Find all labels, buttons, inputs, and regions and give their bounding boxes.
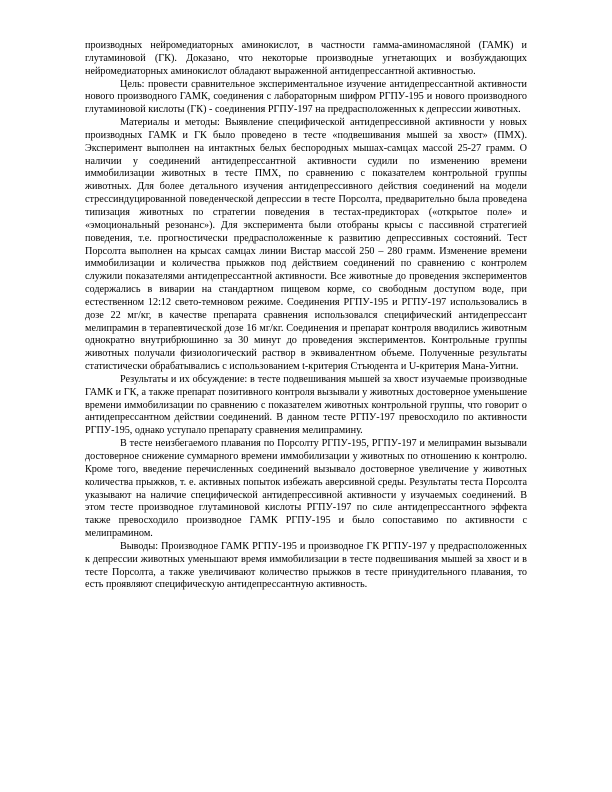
paragraph-intro-continuation: производных нейромедиаторных аминокислот, в частности гамма-аминомасляной (ГАМК) и глутаминовой (ГК). Доказано, что некоторые производные угнетающих и возбуждающих нейромедиаторных аминокислот обладают выраженной антидепрессантной активностью. [85, 40, 527, 77]
paragraph-results-discussion: Результаты и их обсуждение: в тесте подвешивания мышей за хвост изучаемые производные ГАМК и ГК, а также препарат позитивного контроля вызывали у животных достоверное уменьшение времени иммобилизации по сравнению с показателем животных контрольной группы, что говорит о антидепрессантном действии соединений. В данном тесте РГПУ-197 превосходило по активности РГПУ-195, однако уступало препарату сравнения мелипрамину. [85, 373, 527, 437]
paragraph-porsolt-test: В тесте неизбегаемого плавания по Порсолту РГПУ-195, РГПУ-197 и мелипрамин вызывали достоверное снижение суммарного времени иммобилизации у животных по отношению к контролю. Кроме того, введение перечисленных соединений вызывало достоверное увеличение у животных количества прыжков, т. е. активных попыток избежать аверсивной среды. Результаты теста Порсолта указывают на наличие специфической антидепрессивной активности у изучаемых соединений. В этом тесте производное глутаминовой кислоты РГПУ-197 по силе антидепрессантного эффекта также превосходило производное ГАМК РГПУ-195 и было сопоставимо по активности с мелипрамином. [85, 438, 527, 540]
paragraph-goal: Цель: провести сравнительное экспериментальное изучение антидепрессантной активности нового производного ГАМК, соединения с лабораторным шифром РГПУ-195 и нового производного глутаминовой кислоты (ГК) - соединения РГПУ-197 на предрасположенных к депрессии животных. [85, 78, 527, 116]
paragraph-conclusions: Выводы: Производное ГАМК РГПУ-195 и производное ГК РГПУ-197 у предрасположенных к депрессии животных уменьшают время иммобилизации в тесте подвешивания мышей за хвост и в тесте Порсолта, а также увеличивают количество прыжков в тесте принудительного плавания, то есть проявляют специфическую антидепрессантную активность. [85, 540, 527, 591]
document-page [85, 40, 527, 592]
paragraph-materials-methods: Материалы и методы: Выявление специфической антидепрессивной активности у новых производных ГАМК и ГК было проведено в тесте «подвешивания мышей за хвост» (ПМХ). Эксперимент выполнен на интактных белых беспородных мышах-самцах массой 25-27 грамм. О наличии у соединений антидепрессантной активности судили по изменению времени иммобилизации животных в тесте ПМХ, по сравнению с показателем контрольной группы животных. Для более детального изучения антидепрессивного действия соединений на модели стрессиндуцированной поведенческой депрессии в тесте Порсолта, предварительно была проведена типизация животных по стратегии поведения в тестах-предикторах («открытое поле» и «эмоциональный резонанс»). Для эксперимента были отобраны крысы с пассивной стратегией поведения, т.е. прогностически предрасположенные к развитию депрессивных состояний. Тест Порсолта выполнен на крысах самцах линии Вистар массой 250 – 280 грамм. Изменение времени иммобилизации и количества прыжков под действием соединений по сравнению с контролем служили показателями антидепрессантной активности. Все животные до проведения экспериментов содержались в виварии на стандартном пищевом корме, со свободным доступом воде, при естественном 12:12 свето-темновом режиме. Соединения РГПУ-195 и РГПУ-197 использовались в дозе 22 мг/кг, в качестве препарата сравнения использовался специфический антидепрессант мелипрамин в терапевтической дозе 16 мг/кг. Соединения и препарат контроля вводились животным однократно внутрибрюшинно за 30 минут до проведения экспериментов. Контрольные группы животных получали физиологический раствор в эквивалентном объеме. Полученные результаты статистически обрабатывались с использованием t-критерия Стъюдента и U-критерия Мана-Уитни. [85, 117, 527, 373]
